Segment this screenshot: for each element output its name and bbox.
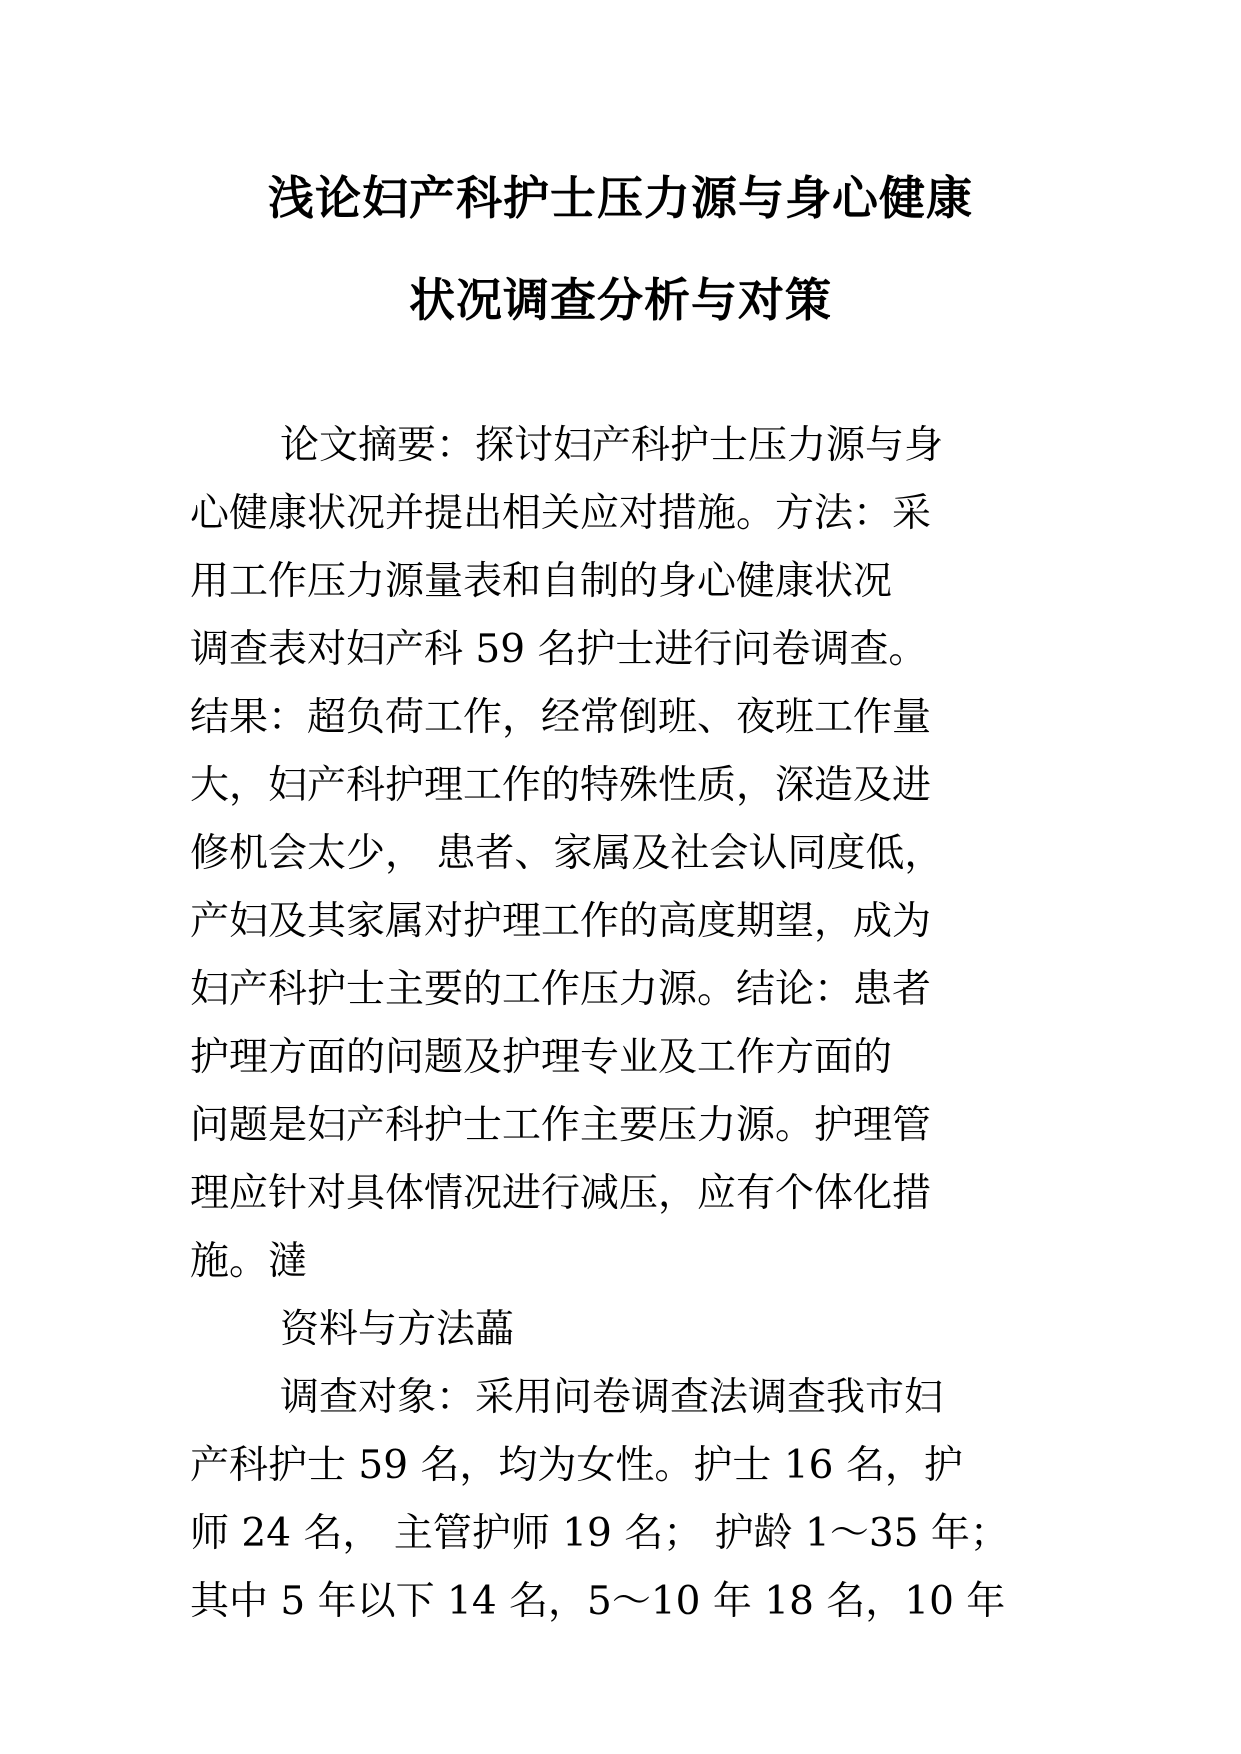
body-line: 调查表对妇产科 59 名护士进行问卷调查。	[190, 627, 928, 672]
document-title-line-1: 浅论妇产科护士压力源与身心健康	[268, 171, 973, 225]
body-line: 其中 5 年以下 14 名，5～10 年 18 名，10 年	[190, 1579, 1006, 1624]
body-line: 护理方面的问题及护理专业及工作方面的	[190, 1035, 893, 1080]
body-line: 修机会太少， 患者、家属及社会认同度低，	[190, 831, 944, 876]
section-heading: 资料与方法藟	[280, 1307, 515, 1352]
body-line: 师 24 名， 主管护师 19 名； 护龄 1～35 年；	[190, 1511, 1009, 1556]
document-body	[190, 412, 1070, 1636]
body-line: 用工作压力源量表和自制的身心健康状况	[190, 559, 893, 604]
body-line: 结果：超负荷工作，经常倒班、夜班工作量	[190, 695, 932, 740]
body-line: 问题是妇产科护士工作主要压力源。护理管	[190, 1103, 932, 1148]
body-line: 产妇及其家属对护理工作的高度期望，成为	[190, 899, 932, 944]
body-line: 理应针对具体情况进行减压，应有个体化措	[190, 1171, 932, 1216]
body-line: 调查对象：采用问卷调查法调查我市妇	[280, 1375, 944, 1420]
body-line: 产科护士 59 名，均为女性。护士 16 名，护	[190, 1443, 963, 1488]
body-line: 大，妇产科护理工作的特殊性质，深造及进	[190, 763, 932, 808]
body-line: 心健康状况并提出相关应对措施。方法：采	[190, 491, 932, 536]
body-line: 论文摘要：探讨妇产科护士压力源与身	[280, 423, 944, 468]
body-line: 施。澾	[190, 1239, 308, 1284]
body-line: 妇产科护士主要的工作压力源。结论：患者	[190, 967, 932, 1012]
document-title-line-2: 状况调查分析与对策	[409, 273, 832, 327]
